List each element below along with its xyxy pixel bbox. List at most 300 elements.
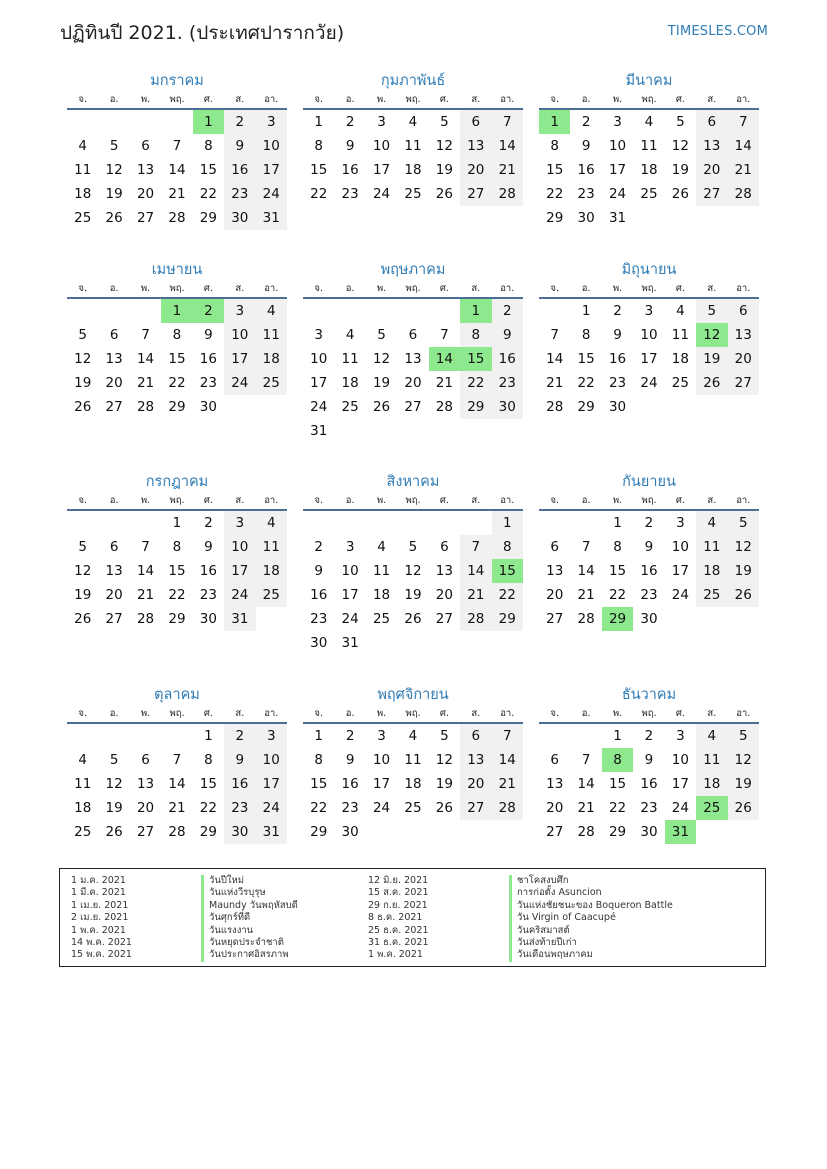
empty-cell	[98, 110, 129, 134]
holiday-dates-left	[71, 875, 132, 962]
day-cell: 16	[310, 587, 328, 603]
empty-cell	[665, 395, 696, 419]
day-cell: 12	[404, 563, 422, 579]
day-cell: 12	[105, 776, 123, 792]
day-cell: 1	[172, 515, 182, 531]
day-cell: 28	[546, 399, 564, 415]
day-cell: 19	[74, 375, 92, 391]
day-cell: 15	[546, 162, 564, 178]
day-cell: 2	[644, 728, 654, 744]
holiday-name: วันเดือนพฤษภาคม	[509, 949, 673, 961]
weekday-label: ศ.	[439, 708, 449, 719]
day-cell: 14	[577, 563, 595, 579]
day-cell: 13	[105, 563, 123, 579]
day-cell: 22	[577, 375, 595, 391]
empty-cell	[334, 299, 365, 323]
day-cell: 30	[577, 210, 595, 226]
day-cell: 12	[728, 748, 759, 772]
day-cell: 25	[74, 210, 92, 226]
day-cell: 26	[404, 611, 422, 627]
day-cell: 21	[136, 375, 155, 391]
day-cell: 21	[435, 375, 453, 391]
day-cell: 30	[640, 611, 658, 627]
holiday-name: วันแรงงาน	[201, 925, 298, 937]
day-cell: 7	[581, 752, 591, 768]
day-cell: 13	[696, 134, 727, 158]
day-cell: 29	[602, 607, 633, 631]
day-cell: 22	[608, 800, 627, 816]
holiday-dates-right	[368, 875, 429, 962]
day-cell: 19	[74, 587, 92, 603]
day-cell: 5	[377, 327, 386, 343]
holiday-name: วันประกาศอิสรภาพ	[201, 949, 298, 961]
weekday-header	[67, 281, 287, 299]
week-row	[303, 419, 523, 443]
day-cell: 17	[256, 158, 287, 182]
month-name: กรกฎาคม	[145, 474, 209, 490]
day-cell: 15	[577, 351, 595, 367]
day-cell: 4	[256, 299, 287, 323]
day-cell: 15	[168, 563, 186, 579]
day-cell: 20	[460, 772, 491, 796]
day-cell: 7	[172, 138, 182, 154]
day-cell: 20	[404, 375, 422, 391]
day-cell: 18	[640, 162, 658, 178]
week-row	[303, 820, 523, 844]
day-cell: 6	[696, 110, 727, 134]
day-cell: 13	[404, 351, 422, 367]
week-row	[303, 631, 523, 655]
day-cell: 23	[608, 375, 627, 391]
day-cell: 8	[314, 138, 323, 154]
day-cell: 19	[105, 800, 123, 816]
weekday-label: ศ.	[675, 94, 685, 105]
empty-cell	[539, 299, 570, 323]
empty-cell	[397, 511, 428, 535]
day-cell: 12	[105, 162, 123, 178]
day-cell: 25	[341, 399, 359, 415]
weekday-header	[539, 92, 759, 110]
day-cell: 13	[546, 776, 564, 792]
day-cell: 15	[608, 563, 627, 579]
week-row	[67, 559, 287, 583]
weekday-label: ศ.	[675, 708, 685, 719]
empty-cell	[366, 419, 397, 443]
empty-cell	[492, 419, 523, 443]
weekday-header	[303, 493, 523, 511]
day-cell: 22	[546, 186, 564, 202]
day-cell: 23	[341, 186, 359, 202]
week-row	[539, 158, 759, 182]
day-cell: 16	[640, 776, 658, 792]
weekday-label: พ.	[612, 283, 623, 294]
day-cell: 16	[199, 563, 217, 579]
week-row	[67, 583, 287, 607]
weekday-label: พ.	[376, 708, 387, 719]
holiday-date: 1 พ.ค. 2021	[368, 949, 423, 961]
week-row	[303, 511, 523, 535]
day-cell: 26	[728, 583, 759, 607]
day-cell: 22	[608, 587, 627, 603]
weekday-label: จ.	[550, 94, 559, 105]
empty-cell	[67, 511, 98, 535]
weekday-label: ส.	[471, 94, 481, 105]
day-cell: 20	[136, 800, 155, 816]
day-cell: 23	[492, 371, 523, 395]
day-cell: 3	[377, 114, 386, 130]
week-row	[539, 323, 759, 347]
day-cell: 3	[345, 539, 355, 555]
day-cell: 11	[696, 748, 727, 772]
weekday-label: พฤ.	[169, 283, 185, 294]
day-cell: 20	[136, 186, 155, 202]
month-name: กุมภาพันธ์	[380, 73, 446, 89]
month-block	[539, 684, 759, 844]
day-cell: 27	[546, 824, 564, 840]
day-cell: 13	[546, 563, 564, 579]
day-cell: 8	[204, 752, 213, 768]
day-cell: 18	[404, 776, 422, 792]
weekday-label: จ.	[314, 708, 323, 719]
day-cell: 26	[435, 800, 453, 816]
empty-cell	[397, 631, 428, 655]
day-cell: 26	[105, 824, 123, 840]
day-cell: 3	[256, 724, 287, 748]
day-cell: 26	[696, 371, 727, 395]
day-cell: 29	[168, 399, 186, 415]
day-cell: 30	[199, 611, 217, 627]
week-row	[67, 134, 287, 158]
weekday-label: ศ.	[439, 283, 449, 294]
weekday-label: พฤ.	[169, 708, 185, 719]
weekday-label: อ.	[109, 708, 119, 719]
day-cell: 6	[109, 327, 119, 343]
day-cell: 1	[161, 299, 192, 323]
month-block	[67, 684, 287, 844]
day-cell: 17	[372, 776, 391, 792]
week-row	[67, 371, 287, 395]
day-cell: 2	[314, 539, 323, 555]
weekday-label: พฤ.	[405, 283, 421, 294]
week-row	[67, 110, 287, 134]
day-cell: 8	[550, 138, 559, 154]
day-cell: 31	[341, 635, 359, 651]
day-cell: 2	[193, 299, 224, 323]
day-cell: 28	[168, 824, 186, 840]
weekday-label: ส.	[707, 94, 717, 105]
day-cell: 15	[460, 347, 491, 371]
weekday-label: พฤ.	[405, 94, 421, 105]
day-cell: 10	[224, 323, 255, 347]
day-cell: 4	[408, 728, 418, 744]
day-cell: 16	[577, 162, 595, 178]
weekday-label: ส.	[235, 283, 245, 294]
week-row	[303, 134, 523, 158]
day-cell: 6	[728, 299, 759, 323]
week-row	[539, 347, 759, 371]
day-cell: 26	[74, 611, 92, 627]
day-cell: 22	[492, 583, 523, 607]
day-cell: 4	[696, 724, 727, 748]
day-cell: 15	[310, 162, 328, 178]
weekday-label: อ.	[345, 495, 355, 506]
day-cell: 8	[492, 535, 523, 559]
brand-link[interactable]: TIMESLES.COM	[667, 24, 768, 39]
day-cell: 24	[224, 371, 255, 395]
holiday-date: 14 พ.ค. 2021	[71, 936, 132, 948]
day-cell: 21	[168, 186, 186, 202]
week-row	[303, 158, 523, 182]
day-cell: 24	[256, 182, 287, 206]
day-cell: 17	[671, 563, 689, 579]
week-row	[67, 395, 287, 419]
day-cell: 15	[310, 776, 328, 792]
day-cell: 28	[728, 182, 759, 206]
holiday-date: 15 ส.ค. 2021	[368, 887, 429, 899]
day-cell: 4	[256, 511, 287, 535]
day-cell: 11	[256, 323, 287, 347]
empty-cell	[665, 206, 696, 230]
day-cell: 31	[224, 607, 255, 631]
week-row	[539, 182, 759, 206]
day-cell: 14	[577, 776, 595, 792]
day-cell: 5	[728, 724, 759, 748]
week-row	[67, 182, 287, 206]
day-cell: 6	[460, 724, 491, 748]
empty-cell	[67, 110, 98, 134]
empty-cell	[429, 631, 460, 655]
day-cell: 31	[665, 820, 696, 844]
empty-cell	[397, 820, 428, 844]
day-cell: 13	[435, 563, 453, 579]
day-cell: 18	[404, 162, 422, 178]
day-cell: 25	[404, 800, 422, 816]
day-cell: 17	[310, 375, 328, 391]
day-cell: 29	[577, 399, 595, 415]
day-cell: 28	[136, 399, 155, 415]
day-cell: 27	[136, 824, 155, 840]
day-cell: 9	[314, 563, 323, 579]
day-cell: 23	[341, 800, 359, 816]
empty-cell	[429, 511, 460, 535]
day-cell: 28	[492, 796, 523, 820]
empty-cell	[67, 724, 98, 748]
day-cell: 30	[492, 395, 523, 419]
day-cell: 17	[671, 776, 689, 792]
empty-cell	[303, 511, 334, 535]
day-cell: 16	[341, 162, 359, 178]
weekday-label: พ.	[376, 283, 387, 294]
weekday-label: อา.	[500, 94, 515, 105]
month-name: กันยายน	[622, 474, 676, 490]
day-cell: 13	[728, 323, 759, 347]
day-cell: 27	[435, 611, 453, 627]
empty-cell	[570, 511, 601, 535]
week-row	[67, 158, 287, 182]
week-row	[303, 299, 523, 323]
weekday-label: พฤ.	[405, 708, 421, 719]
weekday-label: จ.	[78, 495, 87, 506]
day-cell: 2	[224, 110, 255, 134]
day-cell: 9	[345, 752, 355, 768]
day-cell: 26	[435, 186, 453, 202]
day-cell: 10	[372, 752, 391, 768]
day-cell: 29	[546, 210, 564, 226]
day-cell: 10	[640, 327, 658, 343]
weekday-label: ศ.	[439, 94, 449, 105]
day-cell: 1	[492, 511, 523, 535]
weekday-label: จ.	[314, 94, 323, 105]
day-cell: 19	[404, 587, 422, 603]
day-cell: 24	[341, 611, 359, 627]
day-cell: 25	[256, 371, 287, 395]
week-row	[303, 796, 523, 820]
week-row	[539, 607, 759, 631]
day-cell: 24	[671, 800, 689, 816]
weekday-label: พ.	[612, 495, 623, 506]
day-cell: 4	[696, 511, 727, 535]
day-cell: 11	[640, 138, 658, 154]
day-cell: 30	[608, 399, 627, 415]
weekday-header	[303, 92, 523, 110]
day-cell: 18	[256, 559, 287, 583]
week-row	[303, 583, 523, 607]
week-row	[303, 559, 523, 583]
empty-cell	[539, 724, 570, 748]
empty-cell	[665, 607, 696, 631]
day-cell: 18	[256, 347, 287, 371]
day-cell: 13	[460, 134, 491, 158]
day-cell: 18	[696, 559, 727, 583]
weekday-label: อา.	[500, 708, 515, 719]
empty-cell	[539, 511, 570, 535]
month-block	[539, 471, 759, 631]
day-cell: 25	[404, 186, 422, 202]
weekday-label: อ.	[109, 283, 119, 294]
day-cell: 19	[105, 186, 123, 202]
day-cell: 21	[168, 800, 186, 816]
week-row	[539, 583, 759, 607]
weekday-label: อา.	[736, 708, 751, 719]
day-cell: 27	[696, 182, 727, 206]
day-cell: 11	[404, 138, 422, 154]
week-row	[303, 395, 523, 419]
empty-cell	[397, 419, 428, 443]
day-cell: 6	[550, 539, 559, 555]
day-cell: 31	[256, 820, 287, 844]
empty-cell	[130, 511, 161, 535]
day-cell: 10	[256, 748, 287, 772]
weekday-label: พฤ.	[405, 495, 421, 506]
day-cell: 1	[539, 110, 570, 134]
day-cell: 2	[644, 515, 654, 531]
day-cell: 18	[372, 587, 391, 603]
day-cell: 8	[602, 748, 633, 772]
holiday-date: 12 มิ.ย. 2021	[368, 875, 429, 886]
day-cell: 9	[644, 539, 654, 555]
day-cell: 7	[141, 327, 150, 343]
empty-cell	[460, 631, 491, 655]
day-cell: 12	[671, 138, 689, 154]
day-cell: 9	[613, 327, 622, 343]
day-cell: 11	[671, 327, 689, 343]
day-cell: 16	[640, 563, 658, 579]
day-cell: 6	[550, 752, 559, 768]
week-row	[303, 724, 523, 748]
day-cell: 31	[608, 210, 627, 226]
day-cell: 4	[676, 303, 685, 319]
week-row	[67, 347, 287, 371]
weekday-label: อ.	[109, 495, 119, 506]
weekday-label: พ.	[140, 283, 151, 294]
week-row	[303, 535, 523, 559]
empty-cell	[334, 419, 365, 443]
day-cell: 7	[492, 110, 523, 134]
week-row	[303, 347, 523, 371]
empty-cell	[460, 820, 491, 844]
empty-cell	[130, 724, 161, 748]
day-cell: 27	[136, 210, 155, 226]
weekday-label: ส.	[235, 94, 245, 105]
week-row	[539, 820, 759, 844]
day-cell: 4	[644, 114, 654, 130]
day-cell: 21	[492, 158, 523, 182]
day-cell: 6	[141, 752, 150, 768]
day-cell: 27	[460, 796, 491, 820]
day-cell: 3	[676, 728, 685, 744]
holiday-name: วันศุกร์ที่ดี	[201, 912, 298, 924]
day-cell: 6	[141, 138, 150, 154]
week-row	[539, 299, 759, 323]
week-row	[303, 182, 523, 206]
empty-cell	[98, 511, 129, 535]
week-row	[539, 772, 759, 796]
empty-cell	[728, 395, 759, 419]
weekday-label: พฤ.	[641, 495, 657, 506]
day-cell: 16	[224, 772, 255, 796]
day-cell: 20	[546, 587, 564, 603]
day-cell: 22	[460, 371, 491, 395]
day-cell: 24	[640, 375, 658, 391]
day-cell: 11	[696, 535, 727, 559]
holiday-name: วัน Virgin of Caacupé	[509, 912, 673, 924]
weekday-label: อ.	[581, 495, 591, 506]
day-cell: 28	[492, 182, 523, 206]
day-cell: 29	[460, 395, 491, 419]
day-cell: 16	[224, 158, 255, 182]
day-cell: 20	[546, 800, 564, 816]
holiday-date: 15 พ.ค. 2021	[71, 949, 132, 961]
day-cell: 15	[199, 776, 217, 792]
week-row	[539, 748, 759, 772]
weekday-label: ศ.	[203, 283, 213, 294]
weekday-label: จ.	[550, 495, 559, 506]
week-row	[539, 535, 759, 559]
weekday-label: ศ.	[203, 495, 213, 506]
empty-cell	[67, 299, 98, 323]
empty-cell	[366, 511, 397, 535]
day-cell: 29	[199, 210, 217, 226]
day-cell: 21	[460, 583, 491, 607]
weekday-label: ศ.	[439, 495, 449, 506]
week-row	[303, 371, 523, 395]
day-cell: 7	[492, 724, 523, 748]
weekday-header	[67, 706, 287, 724]
weekday-label: ส.	[471, 283, 481, 294]
day-cell: 21	[728, 158, 759, 182]
day-cell: 9	[492, 323, 523, 347]
day-cell: 9	[644, 752, 654, 768]
